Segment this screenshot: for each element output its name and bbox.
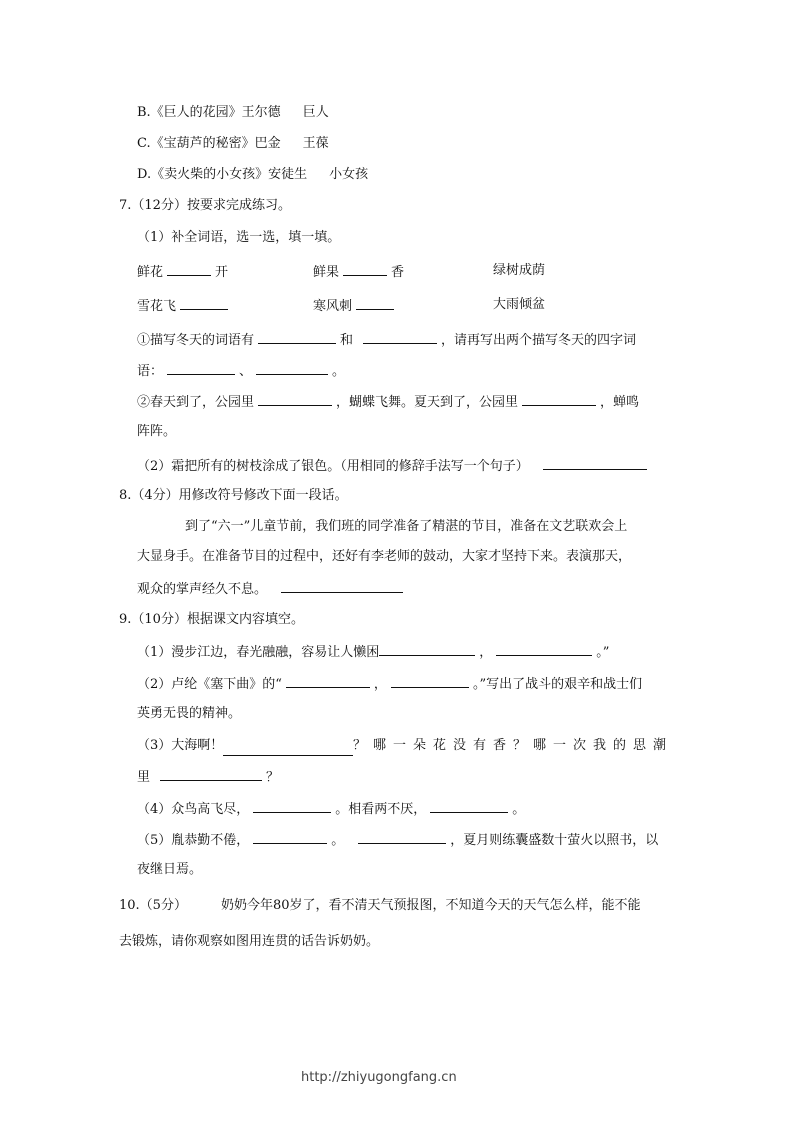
answer-blank[interactable] xyxy=(253,798,331,813)
answer-blank[interactable] xyxy=(543,455,647,470)
answer-blank[interactable] xyxy=(496,641,592,656)
answer-blank[interactable] xyxy=(363,329,437,344)
footer-url: http://zhiyugongfang.cn xyxy=(301,1070,457,1085)
q7-part1-instruction: （1）补全词语，选一选，填一填。 xyxy=(137,230,341,245)
q10-title: 10.（5分） xyxy=(119,898,187,913)
q7-sentence-2: ②春天到了，公园里 ，蝴蝶飞舞。夏天到了，公园里 ，蝉鸣 xyxy=(137,391,639,411)
answer-blank[interactable] xyxy=(160,766,262,781)
q10-paragraph-line-1: 奶奶今年80岁了，看不清天气预报图，不知道今天的天气怎么样，能不能 xyxy=(221,898,641,913)
q9-item-4: （4）众鸟高飞尽， 。相看两不厌， 。 xyxy=(137,798,525,818)
q9-item-2: （2）卢纶《塞下曲》的“ ， 。”写出了战斗的艰辛和战士们 xyxy=(137,673,642,693)
answer-blank[interactable] xyxy=(167,261,211,276)
q6-option-c: C.《宝葫芦的秘密》巴金 王葆 xyxy=(137,136,329,151)
q8-paragraph-line-1: 到了“六一”儿童节前，我们班的同学准备了精湛的节目，准备在文艺联欢会上 xyxy=(185,519,628,534)
answer-blank[interactable] xyxy=(253,829,327,844)
q9-item-1: （1）漫步江边，春光融融，容易让人懒困 ， 。” xyxy=(137,641,609,661)
q6-option-d: D.《卖火柴的小女孩》安徒生 小女孩 xyxy=(137,167,369,182)
answer-blank[interactable] xyxy=(522,391,596,406)
q8-title: 8.（4分）用修改符号修改下面一段话。 xyxy=(119,488,348,503)
q7-word-fill-1: 鲜花 开 xyxy=(137,261,228,281)
answer-blank[interactable] xyxy=(258,329,336,344)
q7-word-6: 大雨倾盆 xyxy=(493,297,546,312)
q7-sentence-1-cont: 语： 、 。 xyxy=(137,360,345,380)
q7-sentence-1: ①描写冬天的词语有 和 ，请再写出两个描写冬天的四字词 xyxy=(137,329,636,349)
q9-item-5: （5）胤恭勤不倦， 。 ，夏月则练囊盛数十萤火以照书，以 xyxy=(137,829,658,849)
q9-item-3-cont: 里 ？ xyxy=(137,766,279,786)
q7-word-fill-5: 寒风刺 xyxy=(313,295,398,315)
answer-blank[interactable] xyxy=(258,391,332,406)
q7-word-fill-4: 雪花飞 xyxy=(137,295,232,315)
q10-paragraph-line-2: 去锻炼，请你观察如图用连贯的话告诉奶奶。 xyxy=(119,934,380,949)
answer-blank[interactable] xyxy=(356,295,394,310)
answer-blank[interactable] xyxy=(391,673,469,688)
q9-item-5-cont: 夜继日焉。 xyxy=(137,862,203,877)
q7-word-fill-2: 鲜果 香 xyxy=(313,261,404,281)
answer-blank[interactable] xyxy=(281,578,403,593)
q7-sentence-2-cont: 阵阵。 xyxy=(137,424,177,439)
answer-blank[interactable] xyxy=(256,360,328,375)
q9-item-2-cont: 英勇无畏的精神。 xyxy=(137,706,242,721)
q8-paragraph-line-2: 大显身手。在准备节目的过程中，还好有李老师的鼓动，大家才坚持下来。表演那天， xyxy=(137,549,632,564)
q7-part2: （2）霜把所有的树枝涂成了银色。（用相同的修辞手法写一个句子） xyxy=(137,455,651,475)
q8-paragraph-line-3: 观众的掌声经久不息。 xyxy=(137,578,407,598)
q9-item-3: （3）大海啊！ ？哪一朵花没有香？哪一次我的思潮 xyxy=(137,736,673,756)
q7-word-3: 绿树成荫 xyxy=(493,263,546,278)
q6-option-b: B.《巨人的花园》王尔德 巨人 xyxy=(137,105,329,120)
answer-blank[interactable] xyxy=(343,261,387,276)
answer-blank[interactable] xyxy=(358,829,446,844)
q9-title: 9.（10分）根据课文内容填空。 xyxy=(119,612,304,627)
answer-blank[interactable] xyxy=(180,295,228,310)
q7-title: 7.（12分）按要求完成练习。 xyxy=(119,198,291,213)
answer-blank[interactable] xyxy=(286,673,370,688)
answer-blank[interactable] xyxy=(430,798,508,813)
answer-blank[interactable] xyxy=(379,641,475,656)
answer-blank[interactable] xyxy=(223,741,353,756)
answer-blank[interactable] xyxy=(167,360,235,375)
